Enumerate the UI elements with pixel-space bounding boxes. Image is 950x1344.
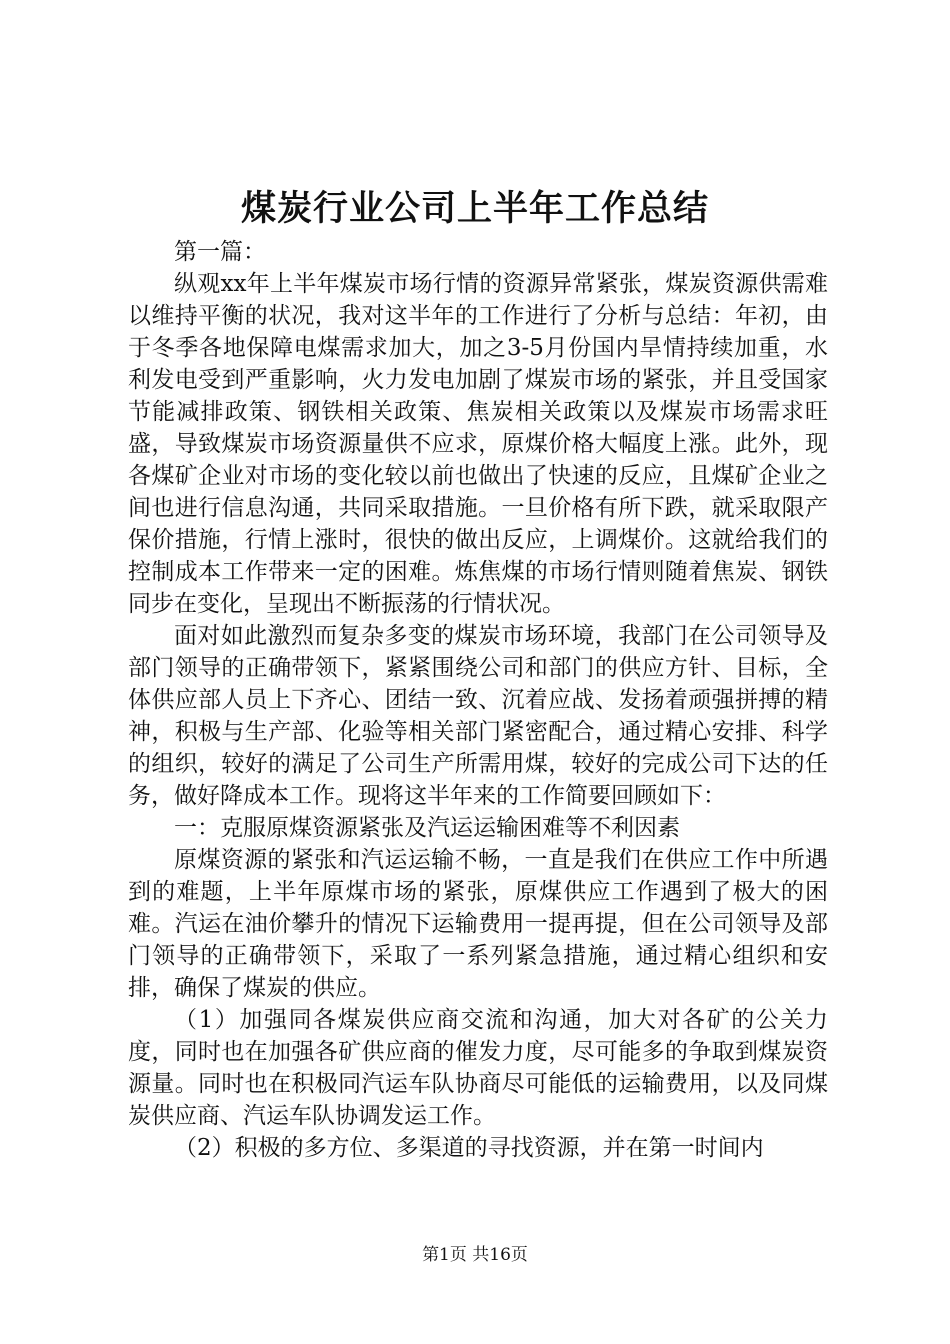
document-title: 煤炭行业公司上半年工作总结	[240, 188, 709, 229]
section-heading: 第一篇：	[174, 239, 266, 265]
body-paragraph: 原煤资源的紧张和汽运运输不畅，一直是我们在供应工作中所遇到的难题，上半年原煤市场的紧张，原煤供应工作遇到了极大的困难。汽运在油价攀升的情况下运输费用一提再提，但在公司领导及部门领导的正确带领下，采取了一系列紧急措施，通过精心组织和安排，确保了煤炭的供应。	[128, 847, 828, 1001]
page-count: 共16页	[472, 1245, 528, 1265]
list-item: （1）加强同各煤炭供应商交流和沟通，加大对各矿的公关力度，同时也在加强各矿供应商的催发力度，尽可能多的争取到煤炭资源量。同时也在积极同汽运车队协商尽可能低的运输费用，以及同煤炭供应商、汽运车队协调发运工作。	[128, 1007, 828, 1129]
page-number: 第1页	[422, 1245, 467, 1265]
page-footer	[0, 1244, 950, 1266]
subsection-heading: 一：克服原煤资源紧张及汽运运输困难等不利因素	[174, 815, 680, 841]
list-item: （2）积极的多方位、多渠道的寻找资源，并在第一时间内	[174, 1135, 764, 1161]
body-paragraph: 面对如此激烈而复杂多变的煤炭市场环境，我部门在公司领导及部门领导的正确带领下，紧紧围绕公司和部门的供应方针、目标，全体供应部人员上下齐心、团结一致、沉着应战、发扬着顽强拼搏的精神，积极与生产部、化验等相关部门紧密配合，通过精心安排、科学的组织，较好的满足了公司生产所需用煤，较好的完成公司下达的任务，做好降成本工作。现将这半年来的工作简要回顾如下：	[128, 623, 828, 809]
document-body	[128, 236, 828, 1164]
body-paragraph: 纵观xx年上半年煤炭市场行情的资源异常紧张，煤炭资源供需难以维持平衡的状况，我对这半年的工作进行了分析与总结：年初，由于冬季各地保障电煤需求加大，加之3-5月份国内旱情持续加重，水利发电受到严重影响，火力发电加剧了煤炭市场的紧张，并且受国家节能减排政策、钢铁相关政策、焦炭相关政策以及煤炭市场需求旺盛，导致煤炭市场资源量供不应求，原煤价格大幅度上涨。此外，现各煤矿企业对市场的变化较以前也做出了快速的反应，且煤矿企业之间也进行信息沟通，共同采取措施。一旦价格有所下跌，就采取限产保价措施，行情上涨时，很快的做出反应，上调煤价。这就给我们的控制成本工作带来一定的困难。炼焦煤的市场行情则随着焦炭、钢铁同步在变化，呈现出不断振荡的行情状况。	[128, 271, 828, 617]
